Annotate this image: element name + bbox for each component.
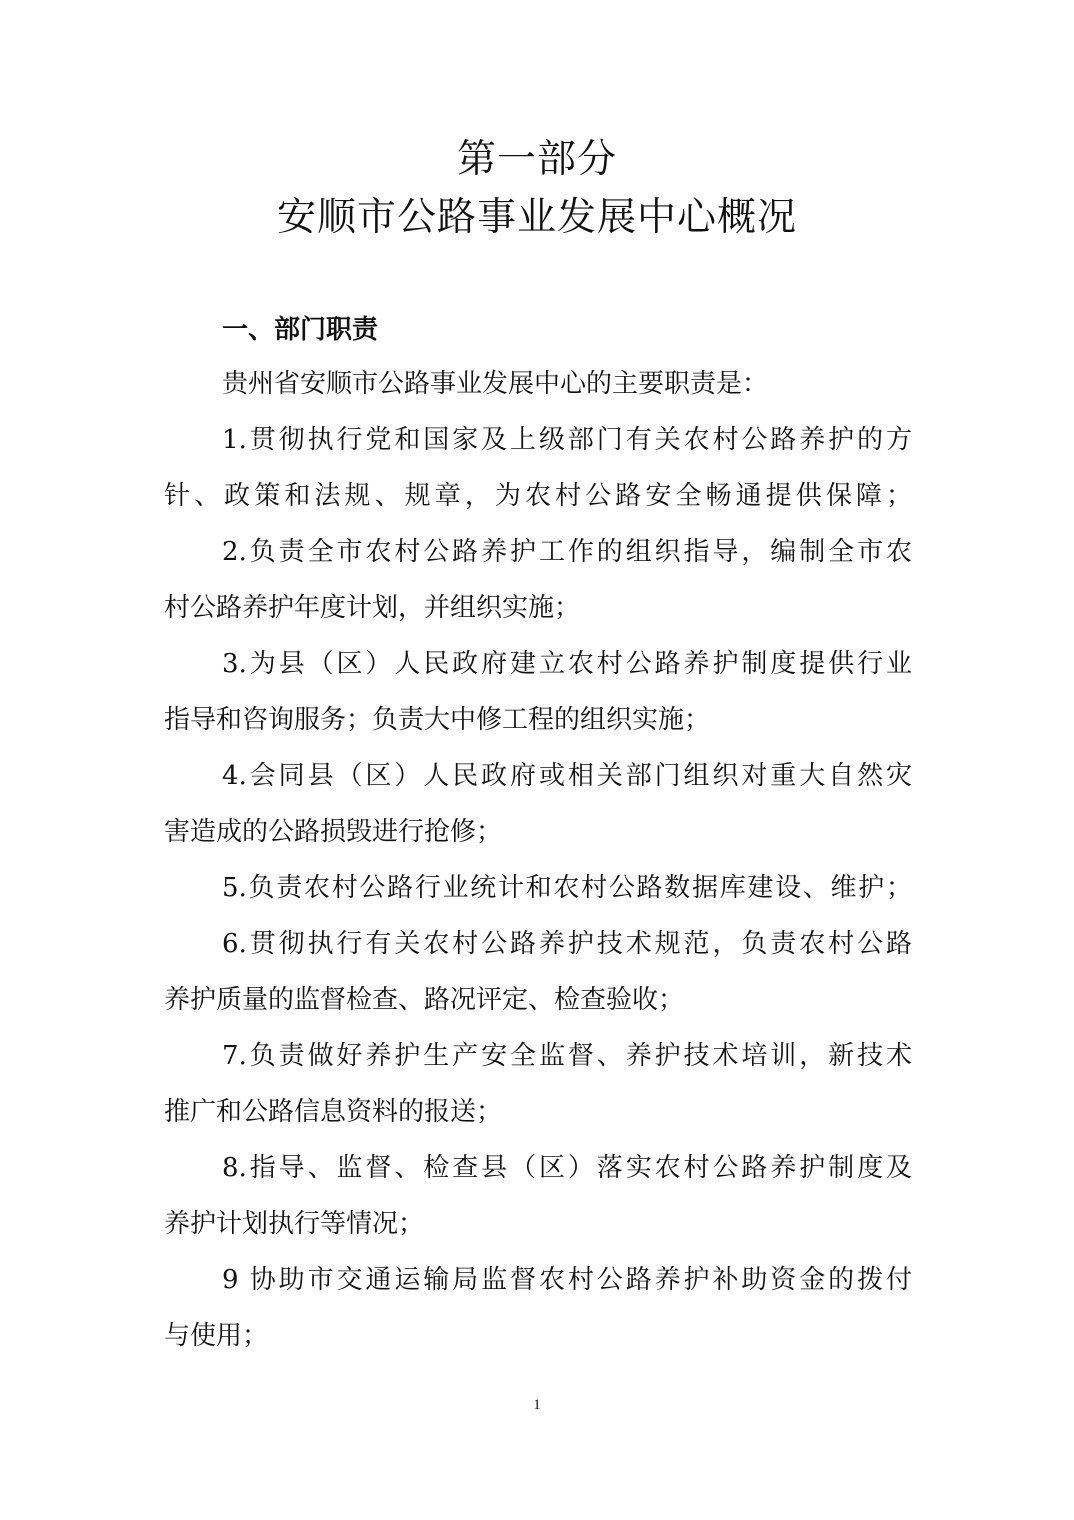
duty-7-line-2: 推广和公路信息资料的报送； (164, 1097, 503, 1127)
duty-3-line-1: 3.为县（区）人民政府建立农村公路养护制度提供行业 (222, 649, 912, 679)
duty-1-line-1: 1.贯彻执行党和国家及上级部门有关农村公路养护的方 (222, 425, 912, 455)
duty-4-line-2: 害造成的公路损毁进行抢修； (164, 817, 503, 847)
section-heading: 一、部门职责 (222, 315, 379, 345)
intro-paragraph: 贵州省安顺市公路事业发展中心的主要职责是： (222, 369, 769, 399)
document-title: 安顺市公路事业发展中心概况 (276, 195, 797, 240)
duty-9-line-2: 与使用； (164, 1321, 269, 1351)
duty-9-line-1: 9 协助市交通运输局监督农村公路养护补助资金的拨付 (222, 1265, 912, 1295)
duty-1-line-2: 针、政策和法规、规章，为农村公路安全畅通提供保障； (164, 481, 912, 511)
duty-8-line-1: 8.指导、监督、检查县（区）落实农村公路养护制度及 (222, 1153, 912, 1183)
duty-5-line-1: 5.负责农村公路行业统计和农村公路数据库建设、维护； (222, 873, 912, 903)
duty-4-line-1: 4.会同县（区）人民政府或相关部门组织对重大自然灾 (222, 761, 912, 791)
duty-6-line-2: 养护质量的监督检查、路况评定、检查验收； (164, 985, 685, 1015)
page-number: 1 (533, 1397, 541, 1413)
duty-3-line-2: 指导和咨询服务；负责大中修工程的组织实施； (164, 705, 711, 735)
duty-2-line-2: 村公路养护年度计划，并组织实施； (164, 593, 581, 623)
duty-8-line-2: 养护计划执行等情况； (164, 1209, 425, 1239)
duty-7-line-1: 7.负责做好养护生产安全监督、养护技术培训，新技术 (222, 1041, 912, 1071)
duty-2-line-1: 2.负责全市农村公路养护工作的组织指导，编制全市农 (222, 537, 912, 567)
part-title: 第一部分 (456, 137, 617, 182)
duty-6-line-1: 6.贯彻执行有关农村公路养护技术规范，负责农村公路 (222, 929, 912, 959)
